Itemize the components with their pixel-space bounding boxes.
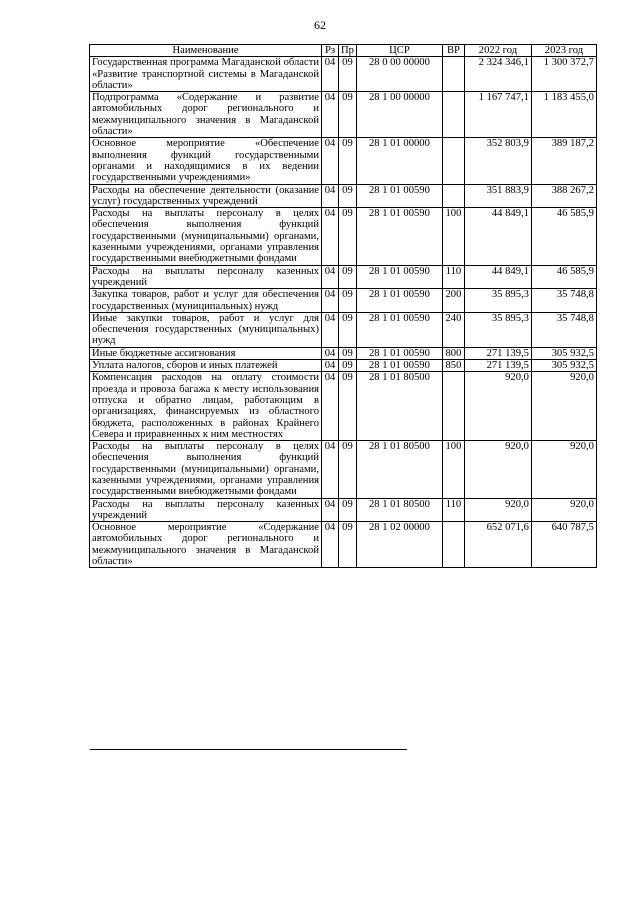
cell-vr: 800 xyxy=(442,347,464,359)
cell-name: Государственная программа Магаданской области «Развитие транспортной системы в Магаданской области» xyxy=(90,57,322,92)
cell-csr: 28 0 00 00000 xyxy=(356,57,442,92)
table-row xyxy=(90,289,597,313)
table-body xyxy=(90,57,597,568)
table-row xyxy=(90,92,597,138)
cell-pr: 09 xyxy=(339,372,357,441)
header-csr: ЦСР xyxy=(356,45,442,57)
cell-y2023: 388 267,2 xyxy=(531,184,596,208)
cell-name: Иные бюджетные ассигнования xyxy=(90,347,322,359)
cell-pr: 09 xyxy=(339,265,357,289)
cell-vr: 100 xyxy=(442,441,464,498)
table-row xyxy=(90,265,597,289)
cell-name: Компенсация расходов на оплату стоимости проезда и провоза багажа к месту использования отпуска и обратно лицам, работающим в организациях, финансируемых из областного бюджета, расположенных в районах Крайнего Севера и приравненных к ним местностях xyxy=(90,372,322,441)
header-vr: ВР xyxy=(442,45,464,57)
cell-name: Расходы на выплаты персоналу в целях обеспечения выполнения функций государственными (муниципальными) органами, казенными учреждениями, органами управления государственными внебюджетными фондами xyxy=(90,441,322,498)
footnote-divider xyxy=(90,749,407,750)
cell-pr: 09 xyxy=(339,312,357,347)
cell-rz: 04 xyxy=(322,347,339,359)
cell-csr: 28 1 01 00590 xyxy=(356,184,442,208)
cell-y2022: 920,0 xyxy=(464,441,531,498)
cell-y2023: 305 932,5 xyxy=(531,347,596,359)
header-2023: 2023 год xyxy=(531,45,596,57)
cell-csr: 28 1 01 00590 xyxy=(356,312,442,347)
cell-y2023: 920,0 xyxy=(531,441,596,498)
cell-y2022: 2 324 346,1 xyxy=(464,57,531,92)
cell-rz: 04 xyxy=(322,289,339,313)
cell-y2022: 352 803,9 xyxy=(464,138,531,184)
cell-pr: 09 xyxy=(339,138,357,184)
cell-csr: 28 1 01 00590 xyxy=(356,347,442,359)
cell-pr: 09 xyxy=(339,92,357,138)
cell-pr: 09 xyxy=(339,441,357,498)
table-row xyxy=(90,312,597,347)
cell-rz: 04 xyxy=(322,312,339,347)
cell-csr: 28 1 01 00590 xyxy=(356,289,442,313)
cell-pr: 09 xyxy=(339,347,357,359)
header-pr: Пр xyxy=(339,45,357,57)
cell-rz: 04 xyxy=(322,522,339,568)
cell-rz: 04 xyxy=(322,138,339,184)
cell-y2022: 35 895,3 xyxy=(464,312,531,347)
cell-y2023: 46 585,9 xyxy=(531,208,596,265)
budget-table xyxy=(89,44,597,568)
cell-name: Основное мероприятие «Содержание автомобильных дорог регионального и межмуниципального значения в Магаданской области» xyxy=(90,522,322,568)
table-row xyxy=(90,372,597,441)
header-2022: 2022 год xyxy=(464,45,531,57)
table-row xyxy=(90,498,597,522)
cell-rz: 04 xyxy=(322,265,339,289)
cell-rz: 04 xyxy=(322,372,339,441)
cell-vr: 100 xyxy=(442,208,464,265)
cell-csr: 28 1 01 00590 xyxy=(356,208,442,265)
cell-y2023: 640 787,5 xyxy=(531,522,596,568)
cell-name: Закупка товаров, работ и услуг для обеспечения государственных (муниципальных) нужд xyxy=(90,289,322,313)
cell-pr: 09 xyxy=(339,57,357,92)
cell-y2022: 351 883,9 xyxy=(464,184,531,208)
cell-rz: 04 xyxy=(322,208,339,265)
cell-y2022: 35 895,3 xyxy=(464,289,531,313)
cell-y2023: 389 187,2 xyxy=(531,138,596,184)
cell-y2023: 1 300 372,7 xyxy=(531,57,596,92)
header-rz: Рз xyxy=(322,45,339,57)
table-row xyxy=(90,208,597,265)
table-row xyxy=(90,360,597,372)
cell-y2022: 44 849,1 xyxy=(464,265,531,289)
cell-name: Расходы на выплаты персоналу казенных учреждений xyxy=(90,265,322,289)
cell-y2022: 44 849,1 xyxy=(464,208,531,265)
cell-y2023: 35 748,8 xyxy=(531,289,596,313)
cell-csr: 28 1 01 80500 xyxy=(356,372,442,441)
cell-pr: 09 xyxy=(339,184,357,208)
cell-y2023: 305 932,5 xyxy=(531,360,596,372)
table-row xyxy=(90,57,597,92)
cell-pr: 09 xyxy=(339,360,357,372)
cell-name: Уплата налогов, сборов и иных платежей xyxy=(90,360,322,372)
cell-vr xyxy=(442,57,464,92)
cell-csr: 28 1 01 80500 xyxy=(356,441,442,498)
cell-y2022: 652 071,6 xyxy=(464,522,531,568)
cell-csr: 28 1 01 00000 xyxy=(356,138,442,184)
cell-pr: 09 xyxy=(339,522,357,568)
cell-y2022: 920,0 xyxy=(464,498,531,522)
cell-vr: 240 xyxy=(442,312,464,347)
table-row xyxy=(90,138,597,184)
cell-csr: 28 1 00 00000 xyxy=(356,92,442,138)
cell-y2023: 46 585,9 xyxy=(531,265,596,289)
table-row xyxy=(90,441,597,498)
cell-y2022: 271 139,5 xyxy=(464,347,531,359)
cell-pr: 09 xyxy=(339,498,357,522)
cell-rz: 04 xyxy=(322,441,339,498)
cell-name: Основное мероприятие «Обеспечение выполнения функций государственными органами и находящимися в их ведении государственными учреждениями» xyxy=(90,138,322,184)
cell-rz: 04 xyxy=(322,498,339,522)
cell-vr xyxy=(442,522,464,568)
cell-name: Расходы на выплаты персоналу казенных учреждений xyxy=(90,498,322,522)
cell-vr xyxy=(442,184,464,208)
cell-csr: 28 1 01 00590 xyxy=(356,265,442,289)
cell-vr: 110 xyxy=(442,498,464,522)
cell-y2023: 920,0 xyxy=(531,498,596,522)
cell-pr: 09 xyxy=(339,289,357,313)
cell-name: Расходы на выплаты персоналу в целях обеспечения выполнения функций государственными (муниципальными) органами, казенными учреждениями, органами управления государственными внебюджетными фондами xyxy=(90,208,322,265)
cell-csr: 28 1 01 80500 xyxy=(356,498,442,522)
cell-rz: 04 xyxy=(322,360,339,372)
table-row xyxy=(90,184,597,208)
page-number: 62 xyxy=(314,18,326,32)
cell-y2022: 920,0 xyxy=(464,372,531,441)
cell-name: Расходы на обеспечение деятельности (оказание услуг) государственных учреждений xyxy=(90,184,322,208)
cell-y2023: 920,0 xyxy=(531,372,596,441)
cell-y2023: 1 183 455,0 xyxy=(531,92,596,138)
cell-vr: 110 xyxy=(442,265,464,289)
table-header-row xyxy=(90,45,597,57)
cell-y2023: 35 748,8 xyxy=(531,312,596,347)
header-name: Наименование xyxy=(90,45,322,57)
cell-rz: 04 xyxy=(322,92,339,138)
cell-name: Подпрограмма «Содержание и развитие автомобильных дорог регионального и межмуниципального значения в Магаданской области» xyxy=(90,92,322,138)
cell-y2022: 1 167 747,1 xyxy=(464,92,531,138)
cell-pr: 09 xyxy=(339,208,357,265)
cell-csr: 28 1 02 00000 xyxy=(356,522,442,568)
cell-rz: 04 xyxy=(322,184,339,208)
cell-vr: 200 xyxy=(442,289,464,313)
cell-vr: 850 xyxy=(442,360,464,372)
cell-name: Иные закупки товаров, работ и услуг для обеспечения государственных (муниципальных) нужд xyxy=(90,312,322,347)
cell-vr xyxy=(442,138,464,184)
cell-vr xyxy=(442,92,464,138)
cell-y2022: 271 139,5 xyxy=(464,360,531,372)
cell-csr: 28 1 01 00590 xyxy=(356,360,442,372)
table-row xyxy=(90,522,597,568)
table-row xyxy=(90,347,597,359)
cell-rz: 04 xyxy=(322,57,339,92)
cell-vr xyxy=(442,372,464,441)
